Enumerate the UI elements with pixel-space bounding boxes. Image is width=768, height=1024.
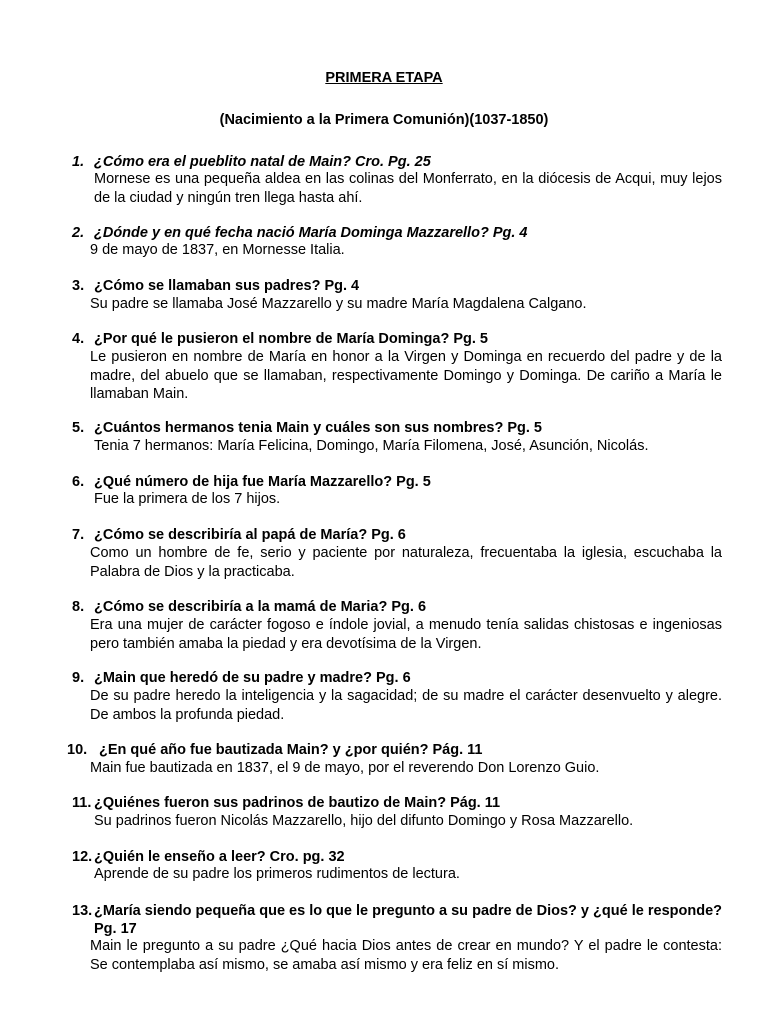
answer-text: Mornese es una pequeña aldea en las colinas del Monferrato, en la diócesis de Acqui, muy lejos de la ciudad y ningún tren llega hasta ahí. <box>94 171 722 206</box>
item-number: 6. <box>72 474 85 490</box>
item-number: 10. <box>67 742 88 758</box>
answer-text: Main le pregunto a su padre ¿Qué hacia Dios antes de crear en mundo? Y el padre le contesta: Se contemplaba así mismo, se amaba así mismo y era feliz en sí mismo. <box>90 938 722 973</box>
answer-text: Como un hombre de fe, serio y paciente por naturaleza, frecuentaba la iglesia, escuchaba la Palabra de Dios y la practicaba. <box>90 545 722 580</box>
answer-text: Le pusieron en nombre de María en honor a la Virgen y Dominga en recuerdo del padre y de la madre, del abuelo que se llamaban, respectivamente Domingo y Dominga. De cariño a María le llamaban Main. <box>90 349 722 402</box>
answer-text: Su padre se llamaba José Mazzarello y su madre María Magdalena Calgano. <box>90 296 587 312</box>
answer-text: Era una mujer de carácter fogoso e índole jovial, a menudo tenía salidas chistosas e ingeniosas pero también amaba la piedad y era devotísima de la Virgen. <box>90 617 722 652</box>
item-number: 11. <box>72 795 92 811</box>
question-text: ¿Cómo se describiría al papá de María? Pg. 6 <box>94 527 406 543</box>
question-text: ¿Quién le enseño a leer? Cro. pg. 32 <box>94 849 345 865</box>
question-text: ¿Cómo se describiría a la mamá de Maria? Pg. 6 <box>94 599 427 615</box>
question-text: ¿Dónde y en qué fecha nació María Dominga Mazzarello? Pg. 4 <box>94 225 528 241</box>
item-number: 3. <box>72 278 85 294</box>
question-text: ¿Cuántos hermanos tenia Main y cuáles son sus nombres? Pg. 5 <box>94 420 542 436</box>
item-number: 7. <box>72 527 85 543</box>
question-text: ¿Por qué le pusieron el nombre de María Dominga? Pg. 5 <box>94 331 488 347</box>
answer-text: 9 de mayo de 1837, en Mornesse Italia. <box>90 242 345 258</box>
page-title: PRIMERA ETAPA <box>325 70 443 86</box>
page-subtitle: (Nacimiento a la Primera Comunión)(1037-1850) <box>219 112 549 128</box>
answer-text: Main fue bautizada en 1837, el 9 de mayo, por el reverendo Don Lorenzo Guio. <box>90 760 600 776</box>
question-text: ¿Cómo era el pueblito natal de Main? Cro. Pg. 25 <box>94 154 431 170</box>
question-text: ¿En qué año fue bautizada Main? y ¿por quién? Pág. 11 <box>99 742 483 758</box>
item-number: 2. <box>72 225 85 241</box>
item-number: 1. <box>72 154 85 170</box>
answer-text: Aprende de su padre los primeros rudimentos de lectura. <box>94 866 460 882</box>
item-number: 4. <box>72 331 85 347</box>
question-text: ¿Main que heredó de su padre y madre? Pg. 6 <box>94 670 411 686</box>
question-text: ¿Quiénes fueron sus padrinos de bautizo de Main? Pág. 11 <box>94 795 501 811</box>
item-number: 9. <box>72 670 85 686</box>
question-text: ¿María siendo pequeña que es lo que le pregunto a su padre de Dios? y ¿qué le responde? Pg. 17 <box>94 903 722 937</box>
question-text: ¿Cómo se llamaban sus padres? Pg. 4 <box>94 278 360 294</box>
item-number: 12. <box>72 849 93 865</box>
answer-text: Fue la primera de los 7 hijos. <box>94 491 281 507</box>
answer-text: De su padre heredo la inteligencia y la sagacidad; de su madre el carácter desenvuelto y alegre. De ambos la profunda piedad. <box>90 688 722 723</box>
question-text: ¿Qué número de hija fue María Mazzarello? Pg. 5 <box>94 474 431 490</box>
item-number: 5. <box>72 420 85 436</box>
answer-text: Su padrinos fueron Nicolás Mazzarello, hijo del difunto Domingo y Rosa Mazzarello. <box>94 813 634 829</box>
item-number: 13. <box>72 903 93 919</box>
answer-text: Tenia 7 hermanos: María Felicina, Domingo, María Filomena, José, Asunción, Nicolás. <box>94 438 649 454</box>
item-number: 8. <box>72 599 85 615</box>
